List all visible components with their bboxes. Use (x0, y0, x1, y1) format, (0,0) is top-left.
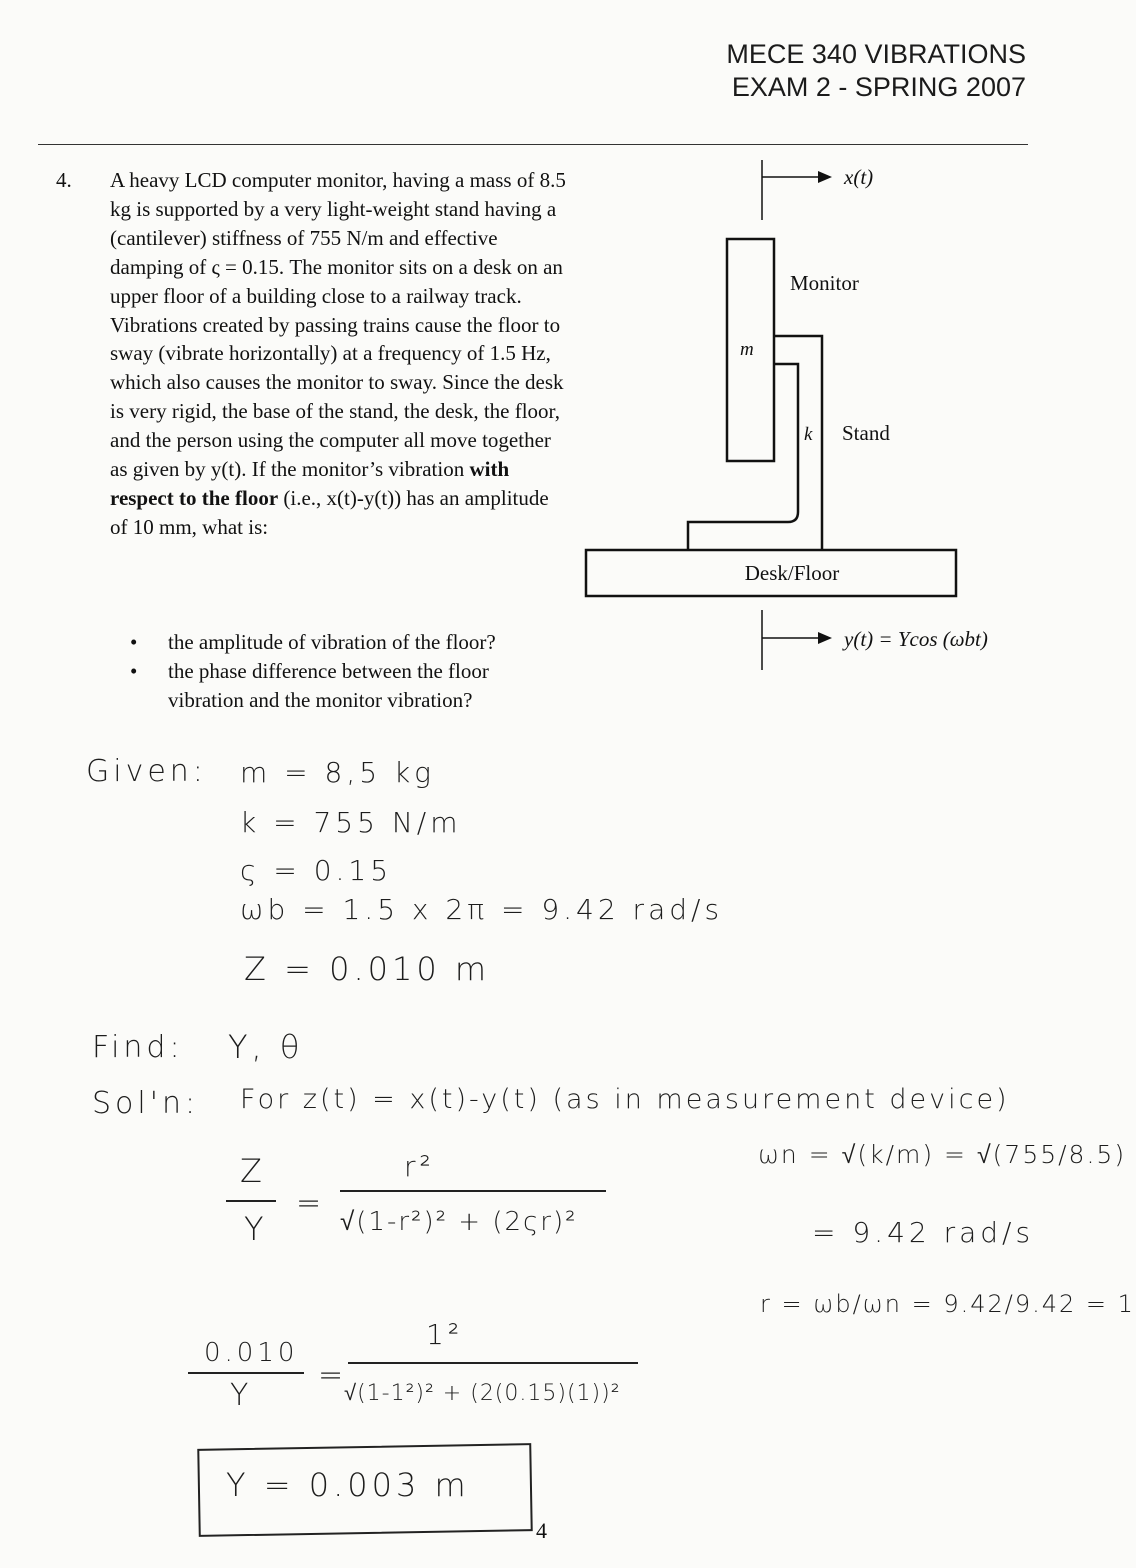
page-number: 4 (536, 1518, 547, 1543)
given-amplitude: Z = 0.010 m (244, 950, 491, 988)
fraction-bar (188, 1372, 304, 1374)
list-item: • the phase difference between the floor vibration and the monitor vibration? (130, 659, 489, 712)
given-frequency: ωb = 1.5 x 2π = 9.42 rad/s (240, 893, 724, 926)
equals-sign: = (296, 1186, 326, 1221)
list-item: • the amplitude of vibration of the floor? (130, 630, 496, 654)
monitor-stand-diagram (580, 160, 1030, 690)
fraction-bar (226, 1200, 276, 1202)
stand-inner (688, 364, 798, 550)
exam-title: EXAM 2 - SPRING 2007 (731, 72, 1026, 102)
ratio-rhs-numerator: r² (404, 1150, 435, 1183)
x-label: x(t) (844, 165, 874, 189)
answer: Y = 0.003 m (226, 1466, 470, 1504)
sub-lhs-numerator: 0.010 (204, 1338, 299, 1368)
sub-rhs-denominator: √(1-1²)² + (2(0.15)(1))² (344, 1381, 621, 1406)
exam-header (726, 38, 1026, 104)
header-divider (38, 144, 1028, 145)
find-unknowns: Y, θ (228, 1028, 304, 1066)
natural-frequency-value: = 9.42 rad/s (812, 1216, 1035, 1249)
course-title: MECE 340 VIBRATIONS (726, 39, 1026, 69)
ratio-lhs-denominator: Y (244, 1210, 268, 1248)
natural-frequency-equation: ωn = √(k/m) = √(755/8.5) (758, 1140, 1127, 1169)
problem-statement (110, 166, 570, 542)
given-mass: m = 8,5 kg (240, 756, 435, 789)
arrow-icon (818, 171, 832, 183)
sub-lhs-denominator: Y (230, 1378, 253, 1413)
problem-text-b: (i.e., x(t)-y(t)) has an amplitude of 10 mm, what is: (110, 485, 549, 539)
ratio-lhs-numerator: Z (240, 1152, 266, 1190)
find-label: Find: (92, 1030, 184, 1065)
problem-text-a: A heavy LCD computer monitor, having a mass of 8.5 kg is supported by a very light-weight stand having a (cantilever) stiffness of 755 N/m and effective damping of ς = 0.15. The monitor sits on a desk on an upper floor of a building close to a railway track. Vibrations created by passing trains cause the floor to sway (vibrate horizontally) at a frequency of 1.5 Hz, which also causes the monitor to sway. Since the desk is very rigid, the base of the stand, the desk, the floor, and the person using the computer all move together as given by y(t). If the monitor’s vibration (110, 168, 566, 482)
question-list (130, 628, 568, 715)
ratio-rhs-denominator: √(1-r²)² + (2ςr)² (340, 1207, 578, 1237)
fraction-bar (340, 1190, 606, 1192)
problem-text-bold: with respect to the floor (110, 457, 510, 510)
given-label: Given: (86, 754, 207, 789)
given-damping: ς = 0.15 (240, 854, 393, 887)
question-number: 4. (56, 168, 72, 192)
arrow-icon (818, 632, 832, 644)
mass-label: m (740, 339, 754, 360)
fraction-bar (348, 1362, 638, 1364)
sub-rhs-numerator: 1² (426, 1318, 464, 1351)
equals-sign: = (318, 1358, 348, 1393)
given-stiffness: k = 755 N/m (240, 806, 462, 839)
frequency-ratio: r = ωb/ωn = 9.42/9.42 = 1 (760, 1290, 1135, 1318)
y-label: y(t) = Ycos (ωbt) (844, 627, 988, 651)
k-label: k (804, 424, 813, 445)
stand-label: Stand (842, 421, 890, 445)
soln-label: Sol'n: (92, 1086, 200, 1121)
desk-label: Desk/Floor (744, 561, 840, 585)
soln-intro: For z(t) = x(t)-y(t) (as in measurement device) (240, 1084, 1010, 1115)
monitor-label: Monitor (790, 271, 859, 295)
